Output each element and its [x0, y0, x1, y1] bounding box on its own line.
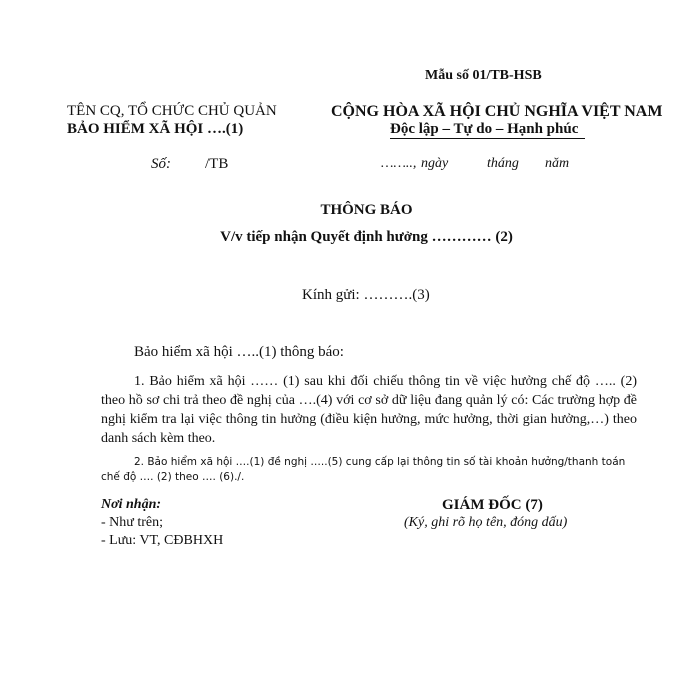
form-code: Mẫu số 01/TB-HSB	[425, 68, 542, 83]
date-place: ……..,	[381, 156, 417, 171]
recipient-item: - Lưu: VT, CĐBHXH	[101, 533, 224, 548]
nation-title: CỘNG HÒA XÃ HỘI CHỦ NGHĨA VIỆT NAM	[331, 103, 663, 120]
body-paragraph-1: 1. Bảo hiểm xã hội …… (1) sau khi đối chiếu thông tin về việc hưởng chế độ ….. (2) theo hồ sơ chi trả theo đề nghị của ….(4) với cơ sở dữ liệu đang quản lý có: Các trường hợp đề nghị kiểm tra lại việc thông tin hưởng (điều kiện hưởng, mức hưởng, thời gian hưởng,…) theo danh sách kèm theo.	[101, 374, 637, 446]
document-title: THÔNG BÁO	[320, 202, 413, 218]
date-year-label: năm	[545, 156, 570, 171]
document-subject: V/v tiếp nhận Quyết định hưởng ………… (2)	[220, 229, 513, 245]
date-month-label: tháng	[487, 156, 519, 171]
motto-underline	[390, 138, 585, 139]
signature-note: (Ký, ghi rõ họ tên, đóng dấu)	[404, 515, 568, 530]
recipients-label: Nơi nhận:	[101, 497, 162, 512]
agency-line-2: BẢO HIỂM XÃ HỘI ….(1)	[67, 121, 244, 137]
national-motto: Độc lập – Tự do – Hạnh phúc	[390, 121, 579, 137]
date-day-label: ngày	[421, 156, 449, 171]
recipient-line: Kính gửi: ……….(3)	[302, 287, 430, 303]
recipient-item: - Như trên;	[101, 515, 164, 530]
document-number-suffix: /TB	[205, 156, 229, 172]
director-title: GIÁM ĐỐC (7)	[442, 497, 543, 513]
agency-line-1: TÊN CQ, TỔ CHỨC CHỦ QUẢN	[67, 103, 277, 119]
body-intro: Bảo hiểm xã hội …..(1) thông báo:	[134, 344, 344, 360]
body-paragraph-2: 2. Bảo hiểm xã hội ….(1) đề nghị …..(5) cung cấp lại thông tin số tài khoản hưởng/thanh toán chế độ …. (2) theo …. (6)./.	[101, 456, 626, 483]
document-number-label: Số:	[151, 156, 171, 172]
